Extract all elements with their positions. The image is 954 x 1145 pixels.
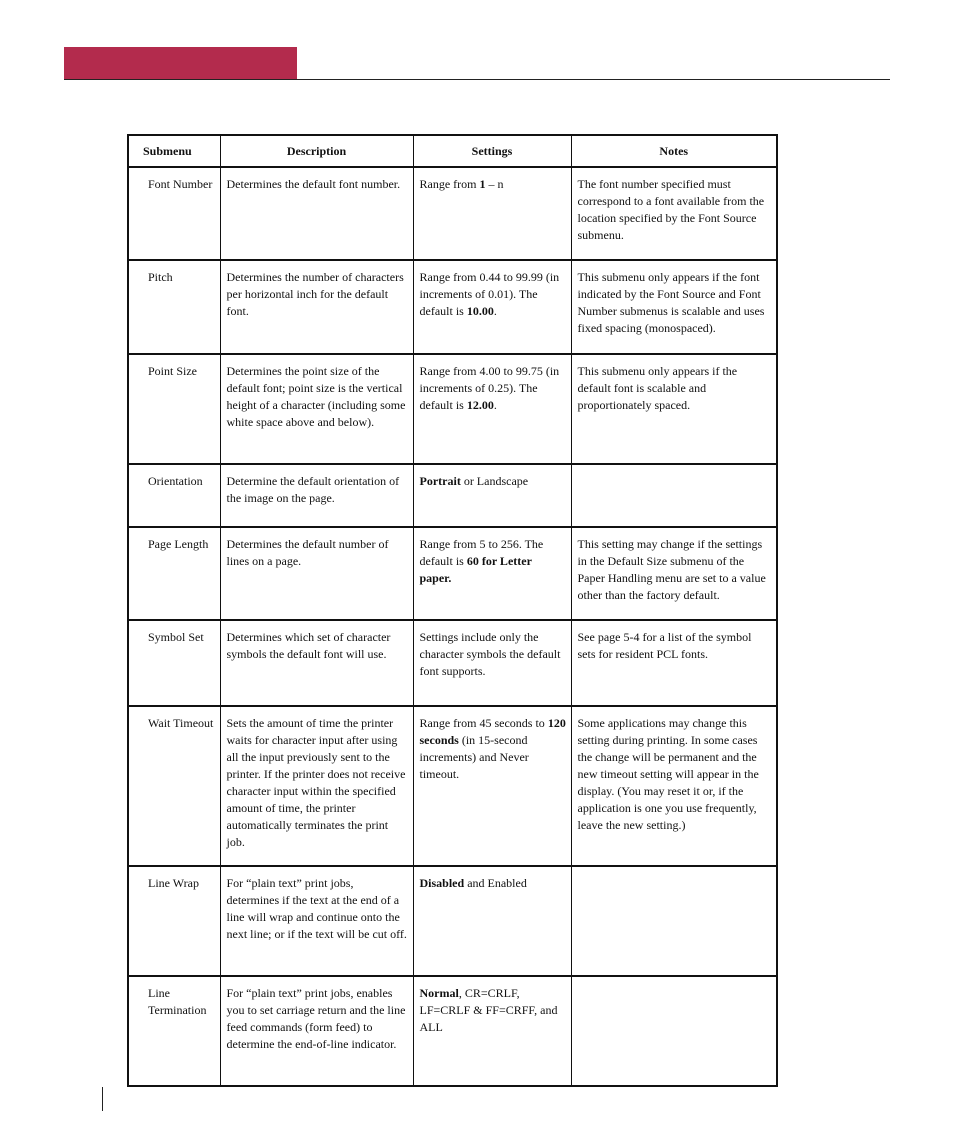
settings-default: Normal — [419, 986, 459, 1000]
settings-text: Range from — [419, 177, 480, 191]
description-cell: For “plain text” print jobs, determines if the text at the end of a line will wrap and continue onto the next line; or if the text will be cut off. — [220, 866, 413, 976]
settings-default: 120 seconds — [419, 716, 566, 747]
table-header-row — [128, 135, 777, 167]
settings-default: 1 — [479, 177, 486, 191]
settings-text-after: and Enabled — [464, 876, 527, 890]
settings-text: Range from 0.44 to 99.99 (in increments of 0.01). The default is — [419, 270, 560, 318]
settings-text: Settings include only the character symbols the default font supports. — [419, 630, 561, 678]
description-cell: Determines the default font number. — [220, 167, 413, 260]
table-row — [128, 167, 777, 260]
description-cell: Determine the default orientation of the image on the page. — [220, 464, 413, 527]
settings-cell — [413, 354, 571, 464]
submenu-cell: Symbol Set — [128, 620, 220, 706]
table-row — [128, 706, 777, 866]
submenu-cell: Page Length — [128, 527, 220, 620]
table-row — [128, 866, 777, 976]
settings-default: 12.00 — [466, 398, 494, 412]
submenu-cell: Line Wrap — [128, 866, 220, 976]
submenu-cell: Point Size — [128, 354, 220, 464]
notes-cell: This setting may change if the settings in the Default Size submenu of the Paper Handling menu are set to a value other than the factory default. — [571, 527, 777, 620]
settings-cell — [413, 976, 571, 1086]
settings-text-after: . — [493, 398, 497, 412]
settings-cell — [413, 527, 571, 620]
notes-cell: This submenu only appears if the font indicated by the Font Source and Font Number submenus is scalable and uses fixed spacing (monospaced). — [571, 260, 777, 354]
notes-cell: Some applications may change this setting during printing. In some cases the change will be permanent and the new timeout setting will appear in the display. (You may reset it or, if the application is one you use frequently, leave the new setting.) — [571, 706, 777, 866]
margin-mark — [102, 1087, 103, 1111]
description-cell: For “plain text” print jobs, enables you to set carriage return and the line feed commands (form feed) to determine the end-of-line indicator. — [220, 976, 413, 1086]
settings-default: 10.00 — [466, 304, 494, 318]
settings-text-after: – n — [485, 177, 504, 191]
settings-cell — [413, 167, 571, 260]
notes-cell — [571, 976, 777, 1086]
header-description: Description — [220, 135, 413, 167]
table-row — [128, 620, 777, 706]
header-rule — [64, 79, 890, 80]
settings-text-after: or Landscape — [460, 474, 529, 488]
settings-cell — [413, 620, 571, 706]
submenu-table — [127, 134, 778, 1087]
notes-cell: The font number specified must correspond to a font available from the location specified by the Font Source submenu. — [571, 167, 777, 260]
table-row — [128, 976, 777, 1086]
settings-cell — [413, 706, 571, 866]
table-row — [128, 464, 777, 527]
settings-default: 60 for Letter paper. — [419, 554, 532, 585]
header-notes: Notes — [571, 135, 777, 167]
settings-text: Range from 5 to 256. The default is — [419, 537, 544, 568]
settings-cell — [413, 866, 571, 976]
table-row — [128, 527, 777, 620]
header-settings: Settings — [413, 135, 571, 167]
notes-cell: This submenu only appears if the default font is scalable and proportionately spaced. — [571, 354, 777, 464]
submenu-cell: Orientation — [128, 464, 220, 527]
header-submenu: Submenu — [128, 135, 220, 167]
settings-text: Range from 4.00 to 99.75 (in increments of 0.25). The default is — [419, 364, 560, 412]
settings-text-after: , CR=CRLF, LF=CRLF & FF=CRFF, and ALL — [419, 986, 558, 1034]
settings-text: Range from 45 seconds to — [419, 716, 548, 730]
description-cell: Determines which set of character symbols the default font will use. — [220, 620, 413, 706]
submenu-cell: Wait Timeout — [128, 706, 220, 866]
description-cell: Determines the point size of the default font; point size is the vertical height of a character (including some white space above and below). — [220, 354, 413, 464]
settings-cell — [413, 464, 571, 527]
settings-cell — [413, 260, 571, 354]
submenu-cell: Font Number — [128, 167, 220, 260]
submenu-cell: Line Termination — [128, 976, 220, 1086]
settings-text-after: (in 15-second increments) and Never timeout. — [419, 733, 529, 781]
description-cell: Sets the amount of time the printer waits for character input after using all the input previously sent to the printer. If the printer does not receive character input within the specified amount of time, the printer automatically terminates the print job. — [220, 706, 413, 866]
notes-cell — [571, 866, 777, 976]
notes-cell: See page 5-4 for a list of the symbol sets for resident PCL fonts. — [571, 620, 777, 706]
notes-cell — [571, 464, 777, 527]
description-cell: Determines the default number of lines on a page. — [220, 527, 413, 620]
settings-default: Disabled — [419, 876, 465, 890]
settings-default: Portrait — [419, 474, 461, 488]
table-row — [128, 260, 777, 354]
header-color-tab — [64, 47, 297, 80]
description-cell: Determines the number of characters per horizontal inch for the default font. — [220, 260, 413, 354]
settings-text-after: . — [493, 304, 497, 318]
table-row — [128, 354, 777, 464]
submenu-cell: Pitch — [128, 260, 220, 354]
